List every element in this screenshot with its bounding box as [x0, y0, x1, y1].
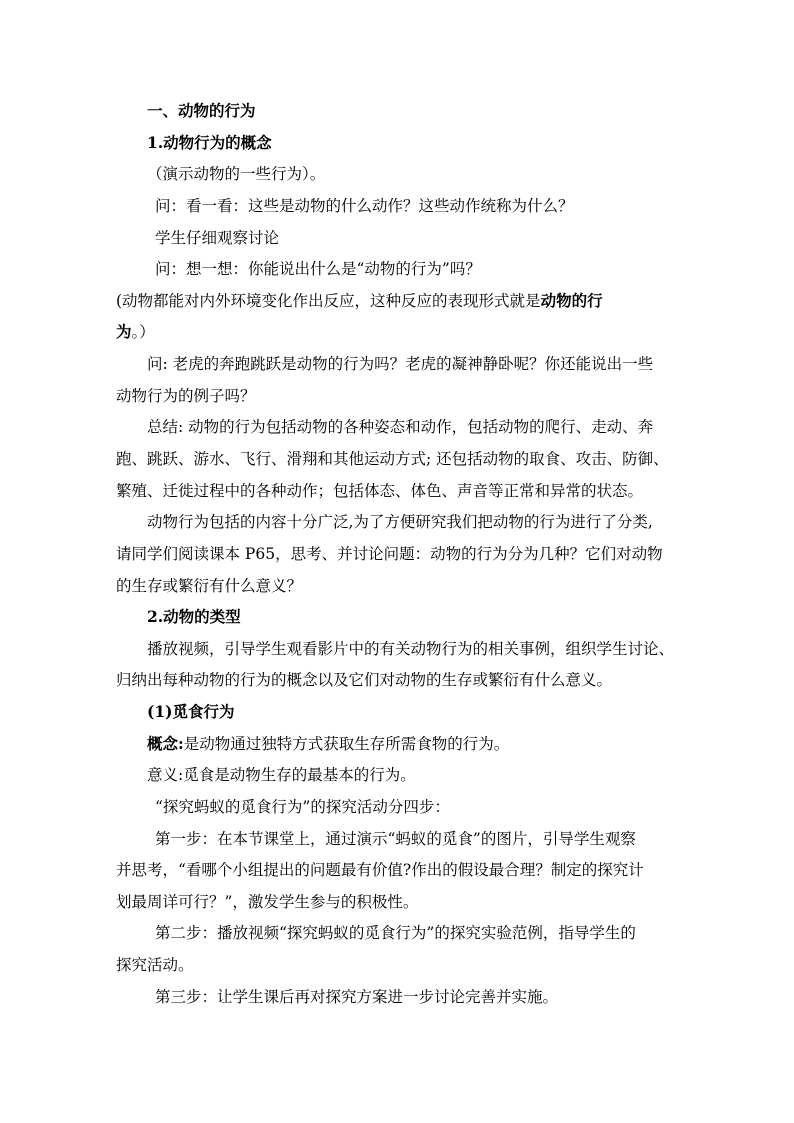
subsection-title-feeding: (1)觅食行为 — [147, 702, 235, 721]
concept-label: 概念: — [147, 734, 184, 753]
video-line-1: 播放视频，引导学生观看影片中的有关动物行为的相关事例，组织学生讨论、 — [147, 640, 675, 658]
question-tiger-line-1: 问: 老虎的奔跑跳跃是动物的行为吗？老虎的凝神静卧呢？你还能说出一些 — [147, 355, 654, 373]
classify-line-3: 的生存或繁衍有什么意义？ — [116, 577, 303, 595]
question-look: 问：看一看：这些是动物的什么动作？这些动作统称为什么？ — [155, 197, 574, 215]
explore-intro: “探究蚂蚁的觅食行为”的探究活动分四步： — [155, 798, 450, 816]
meaning-label: 意义: — [147, 766, 184, 784]
definition-text: (动物都能对内外环境变化作出反应，这种反应的表现形式就是 — [116, 292, 541, 310]
step1-line-3: 划最周详可行？”，激发学生参与的积极性。 — [116, 893, 419, 911]
question-tiger-line-2: 动物行为的例子吗？ — [116, 387, 256, 405]
meaning-text: 觅食是动物生存的最基本的行为。 — [183, 766, 416, 784]
subsection-title-concept: 1.动物行为的概念 — [147, 133, 272, 152]
question-think: 问：想一想：你能说出什么是“动物的行为”吗？ — [155, 260, 481, 278]
definition-close: 。） — [131, 323, 155, 341]
step2-line-2: 探究活动。 — [116, 956, 194, 974]
definition-line-1 — [116, 291, 686, 311]
definition-bold-term: 动物的行 — [540, 291, 603, 310]
step1-line-1: 第一步：在本节课堂上，通过演示“蚂蚁的觅食”的图片，引导学生观察 — [155, 830, 636, 848]
section-title: 一、动物的行为 — [147, 101, 256, 120]
concept-text: 是动物通过独特方式获取生存所需食物的行为。 — [183, 735, 510, 753]
video-line-2: 归纳出每种动物的行为的概念以及它们对动物的生存或繁衍有什么意义。 — [116, 671, 613, 689]
summary-line-2: 跑、跳跃、游水、飞行、滑翔和其他运动方式; 还包括动物的取食、攻击、防御、 — [116, 450, 669, 468]
classify-line-2: 请同学们阅读课本 P65，思考、并讨论问题：动物的行为分为几种？它们对动物 — [116, 545, 663, 563]
subsection-title-types: 2.动物的类型 — [147, 607, 241, 626]
step3-line: 第三步：让学生课后再对探究方案进一步讨论完善并实施。 — [155, 988, 559, 1006]
step2-line-1: 第二步：播放视频“探究蚂蚁的觅食行为”的探究实验范例，指导学生的 — [155, 924, 636, 942]
meaning-line — [147, 765, 717, 785]
classify-line-1: 动物行为包括的内容十分广泛,为了方便研究我们把动物的行为进行了分类, — [147, 513, 653, 531]
summary-line-1: 总结: 动物的行为包括动物的各种姿态和动作，包括动物的爬行、走动、奔 — [147, 418, 654, 436]
definition-bold-term-end: 为 — [116, 322, 132, 341]
summary-line-3: 繁殖、迁徙过程中的各种动作；包括体态、体色、声音等正常和异常的状态。 — [116, 482, 644, 500]
definition-line-2 — [116, 322, 686, 342]
concept-line — [147, 734, 717, 754]
step1-line-2: 并思考，“看哪个小组提出的问题最有价值?作出的假设最合理？制定的探究计 — [116, 861, 644, 879]
student-observe: 学生仔细观察讨论 — [155, 229, 280, 247]
demo-note: （演示动物的一些行为）。 — [147, 165, 326, 183]
